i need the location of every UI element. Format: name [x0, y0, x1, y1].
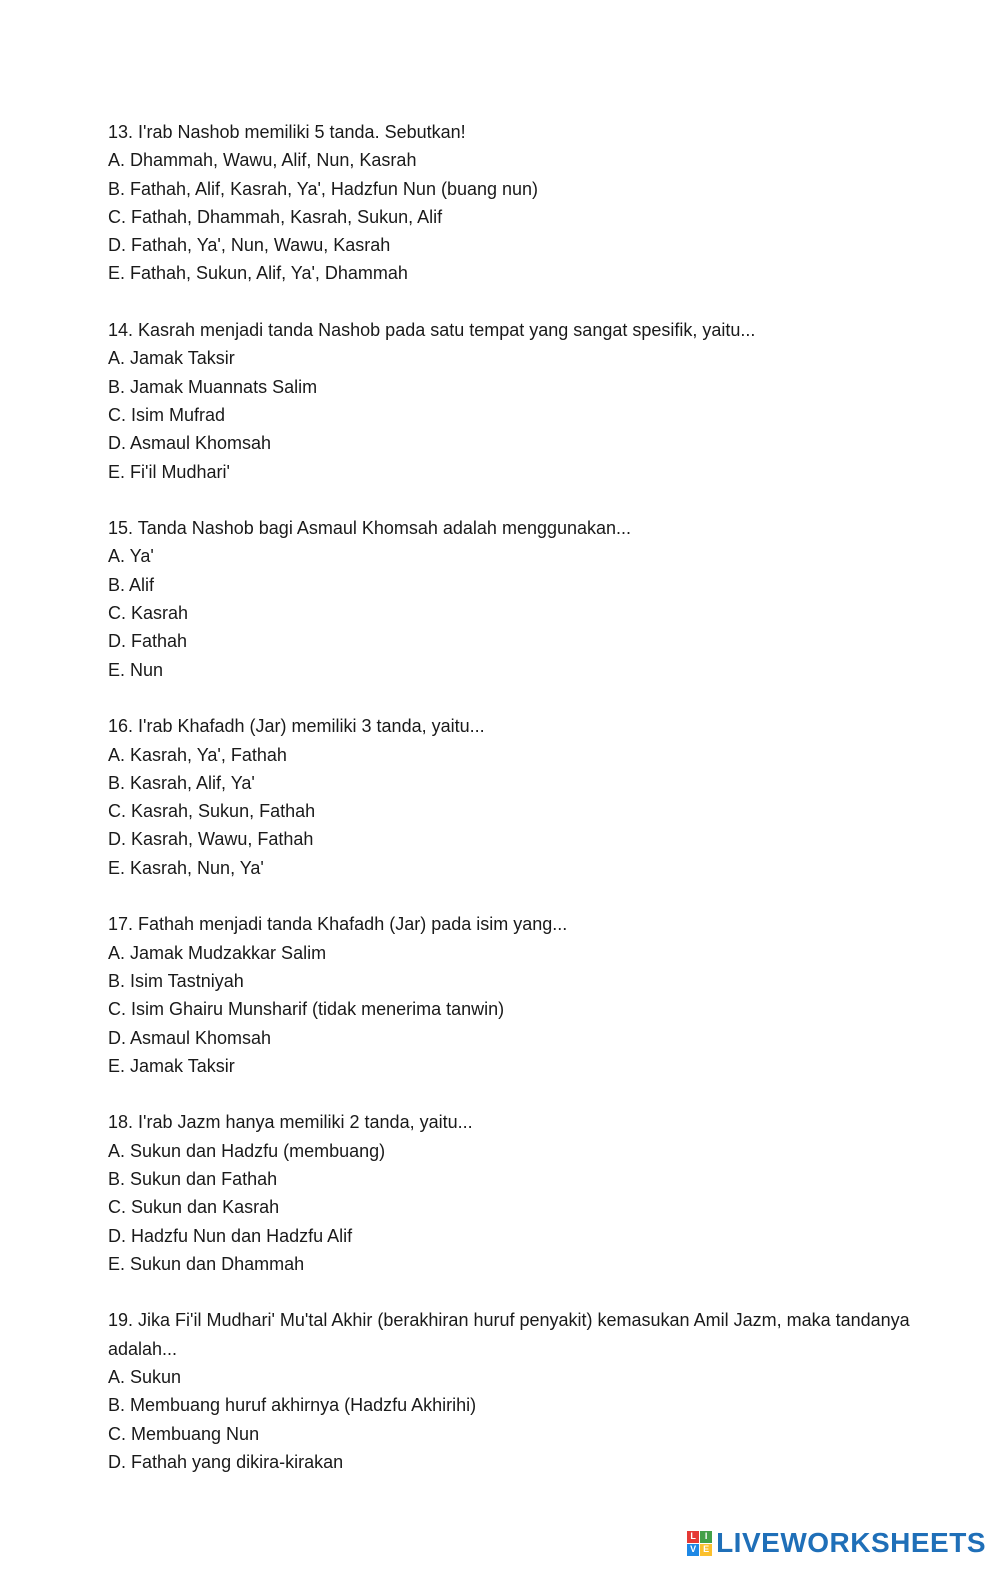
- worksheet-page: [108, 118, 968, 1505]
- logo-icon: [687, 1531, 712, 1556]
- question-text: 14. Kasrah menjadi tanda Nashob pada satu tempat yang sangat spesifik, yaitu...: [108, 320, 756, 341]
- liveworksheets-logo: [687, 1527, 986, 1559]
- option-a[interactable]: A. Jamak Taksir: [108, 348, 235, 369]
- question-text: 16. I'rab Khafadh (Jar) memiliki 3 tanda, yaitu...: [108, 716, 485, 737]
- option-b[interactable]: B. Sukun dan Fathah: [108, 1168, 278, 1189]
- question-15: [108, 514, 968, 684]
- option-a[interactable]: A. Sukun dan Hadzfu (membuang): [108, 1140, 386, 1161]
- option-d[interactable]: D. Fathah: [108, 631, 188, 652]
- question-16: [108, 712, 968, 882]
- question-text: 19. Jika Fi'il Mudhari' Mu'tal Akhir (berakhiran huruf penyakit) kemasukan Amil Jazm, maka tandanya adalah...: [108, 1310, 910, 1359]
- logo-letter: V: [687, 1544, 699, 1556]
- option-d[interactable]: D. Hadzfu Nun dan Hadzfu Alif: [108, 1225, 353, 1246]
- option-d[interactable]: D. Kasrah, Wawu, Fathah: [108, 829, 314, 850]
- option-c[interactable]: C. Fathah, Dhammah, Kasrah, Sukun, Alif: [108, 206, 443, 227]
- option-d[interactable]: D. Fathah, Ya', Nun, Wawu, Kasrah: [108, 235, 391, 256]
- option-c[interactable]: C. Kasrah: [108, 603, 189, 624]
- option-c[interactable]: C. Membuang Nun: [108, 1423, 260, 1444]
- option-e[interactable]: E. Jamak Taksir: [108, 1055, 235, 1076]
- question-text: 18. I'rab Jazm hanya memiliki 2 tanda, yaitu...: [108, 1112, 473, 1133]
- option-a[interactable]: A. Ya': [108, 546, 154, 567]
- logo-letter: I: [700, 1531, 712, 1543]
- option-a[interactable]: A. Dhammah, Wawu, Alif, Nun, Kasrah: [108, 150, 417, 171]
- question-text: 17. Fathah menjadi tanda Khafadh (Jar) pada isim yang...: [108, 914, 568, 935]
- option-d[interactable]: D. Asmaul Khomsah: [108, 433, 272, 454]
- option-c[interactable]: C. Kasrah, Sukun, Fathah: [108, 801, 316, 822]
- option-c[interactable]: C. Isim Ghairu Munsharif (tidak menerima tanwin): [108, 999, 505, 1020]
- option-b[interactable]: B. Isim Tastniyah: [108, 970, 244, 991]
- logo-letter: E: [700, 1544, 712, 1556]
- option-b[interactable]: B. Kasrah, Alif, Ya': [108, 772, 255, 793]
- option-a[interactable]: A. Kasrah, Ya', Fathah: [108, 744, 287, 765]
- option-c[interactable]: C. Isim Mufrad: [108, 404, 226, 425]
- option-e[interactable]: E. Fathah, Sukun, Alif, Ya', Dhammah: [108, 263, 408, 284]
- question-text: 15. Tanda Nashob bagi Asmaul Khomsah adalah menggunakan...: [108, 518, 632, 539]
- option-e[interactable]: E. Fi'il Mudhari': [108, 461, 230, 482]
- question-14: [108, 316, 968, 486]
- option-e[interactable]: E. Sukun dan Dhammah: [108, 1253, 305, 1274]
- option-e[interactable]: E. Kasrah, Nun, Ya': [108, 857, 264, 878]
- question-19: [108, 1306, 968, 1476]
- option-d[interactable]: D. Asmaul Khomsah: [108, 1027, 272, 1048]
- option-b[interactable]: B. Fathah, Alif, Kasrah, Ya', Hadzfun Nun (buang nun): [108, 178, 539, 199]
- question-text: 13. I'rab Nashob memiliki 5 tanda. Sebutkan!: [108, 122, 466, 142]
- option-b[interactable]: B. Alif: [108, 574, 155, 595]
- question-13: [108, 118, 968, 288]
- logo-letter: L: [687, 1531, 699, 1543]
- option-a[interactable]: A. Jamak Mudzakkar Salim: [108, 942, 327, 963]
- option-b[interactable]: B. Jamak Muannats Salim: [108, 376, 318, 397]
- option-c[interactable]: C. Sukun dan Kasrah: [108, 1197, 280, 1218]
- brand-name: LIVEWORKSHEETS: [716, 1527, 986, 1558]
- option-a[interactable]: A. Sukun: [108, 1367, 182, 1388]
- option-d[interactable]: D. Fathah yang dikira-kirakan: [108, 1451, 344, 1472]
- question-17: [108, 910, 968, 1080]
- option-e[interactable]: E. Nun: [108, 659, 164, 680]
- question-18: [108, 1108, 968, 1278]
- option-b[interactable]: B. Membuang huruf akhirnya (Hadzfu Akhirihi): [108, 1395, 477, 1416]
